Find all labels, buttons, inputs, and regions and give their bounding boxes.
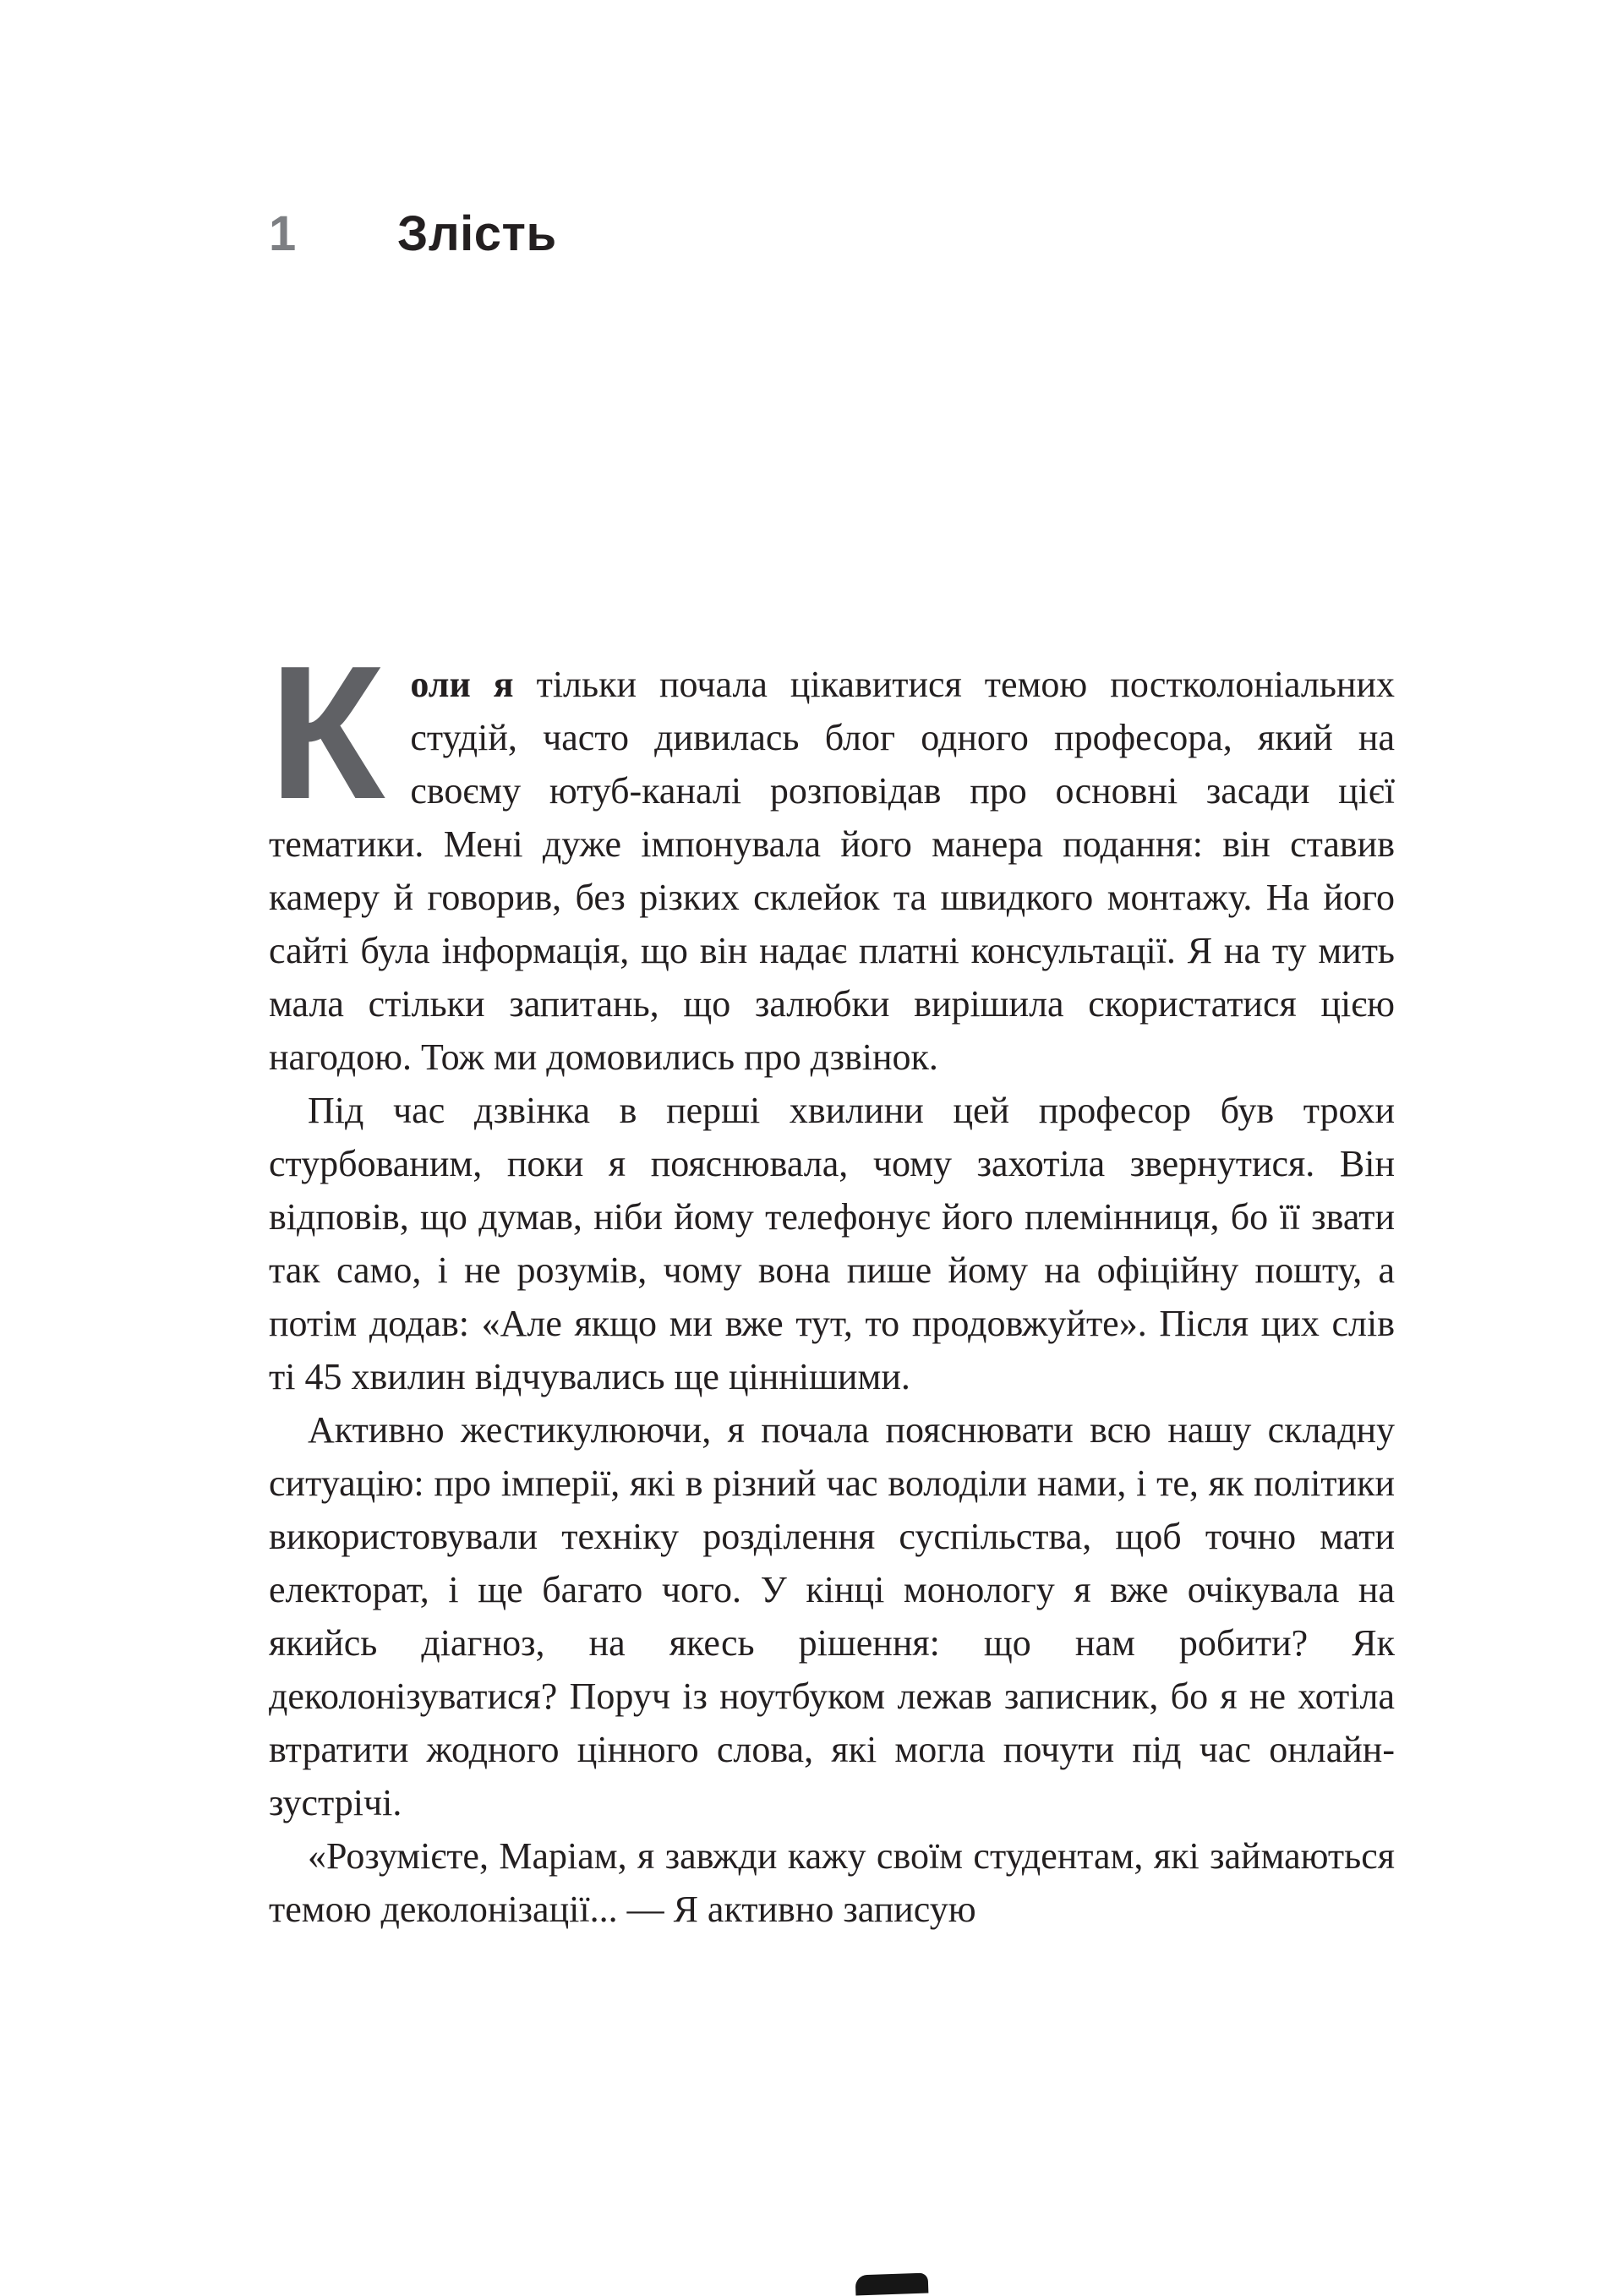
paragraph-4: «Розумієте, Маріам, я завжди кажу своїм студентам, які займаються темою деколонізації... — Я активно записую: [269, 1835, 1395, 1930]
lead-words: оли я: [410, 664, 514, 705]
paragraph-2: Під час дзвінка в перші хвилини цей професор був трохи стурбованим, поки я пояснювала, чому захотіла звернутися. Він відповів, що думав, ніби йому телефонує його племінниця, бо її звати так само, і не розумів, чому вона пише йому на офіційну пошту, а потім додав: «Але якщо ми вже тут, то продовжуйте». Після цих слів ті 45 хвилин відчувались ще ціннішими.: [269, 1090, 1395, 1397]
chapter-number: 1: [269, 206, 297, 261]
paragraph-3: Активно жестикулюючи, я почала пояснювати всю нашу складну ситуацію: про імперії, які в різний час володіли нами, і те, як політики використовували техніку розділення суспільства, щоб точно мати електорат, і ще багато чого. У кінці монологу я вже очікувала на якийсь діагноз, на якесь рішення: що нам робити? Як деколонізуватися? Поруч із ноутбуком лежав записник, бо я не хотіла втратити жодного цінного слова, які могла почути під час онлайн-зустрічі.: [269, 1409, 1395, 1823]
chapter-title: Злість: [397, 206, 557, 261]
chapter-heading: [269, 206, 557, 261]
paragraph-1-text: тільки почала цікавитися темою постколоніальних студій, часто дивилась блог одного професора, який на своєму ютуб-каналі розповідав про основні засади цієї тематики. Мені дуже імпонувала його манера подання: він ставив камеру й говорив, без різких склейок та швидкого монтажу. На його сайті була інформація, що він надає платні консультації. Я на ту мить мала стільки запитань, що залюбки вирішила скористатися цією нагодою. Тож ми домовились про дзвінок.: [269, 664, 1395, 1078]
paragraph-1: [269, 626, 1395, 1084]
page-body-text: [269, 626, 1395, 1936]
dropcap-letter: К: [269, 626, 385, 839]
page-bottom-scan-mark: [855, 2273, 929, 2296]
